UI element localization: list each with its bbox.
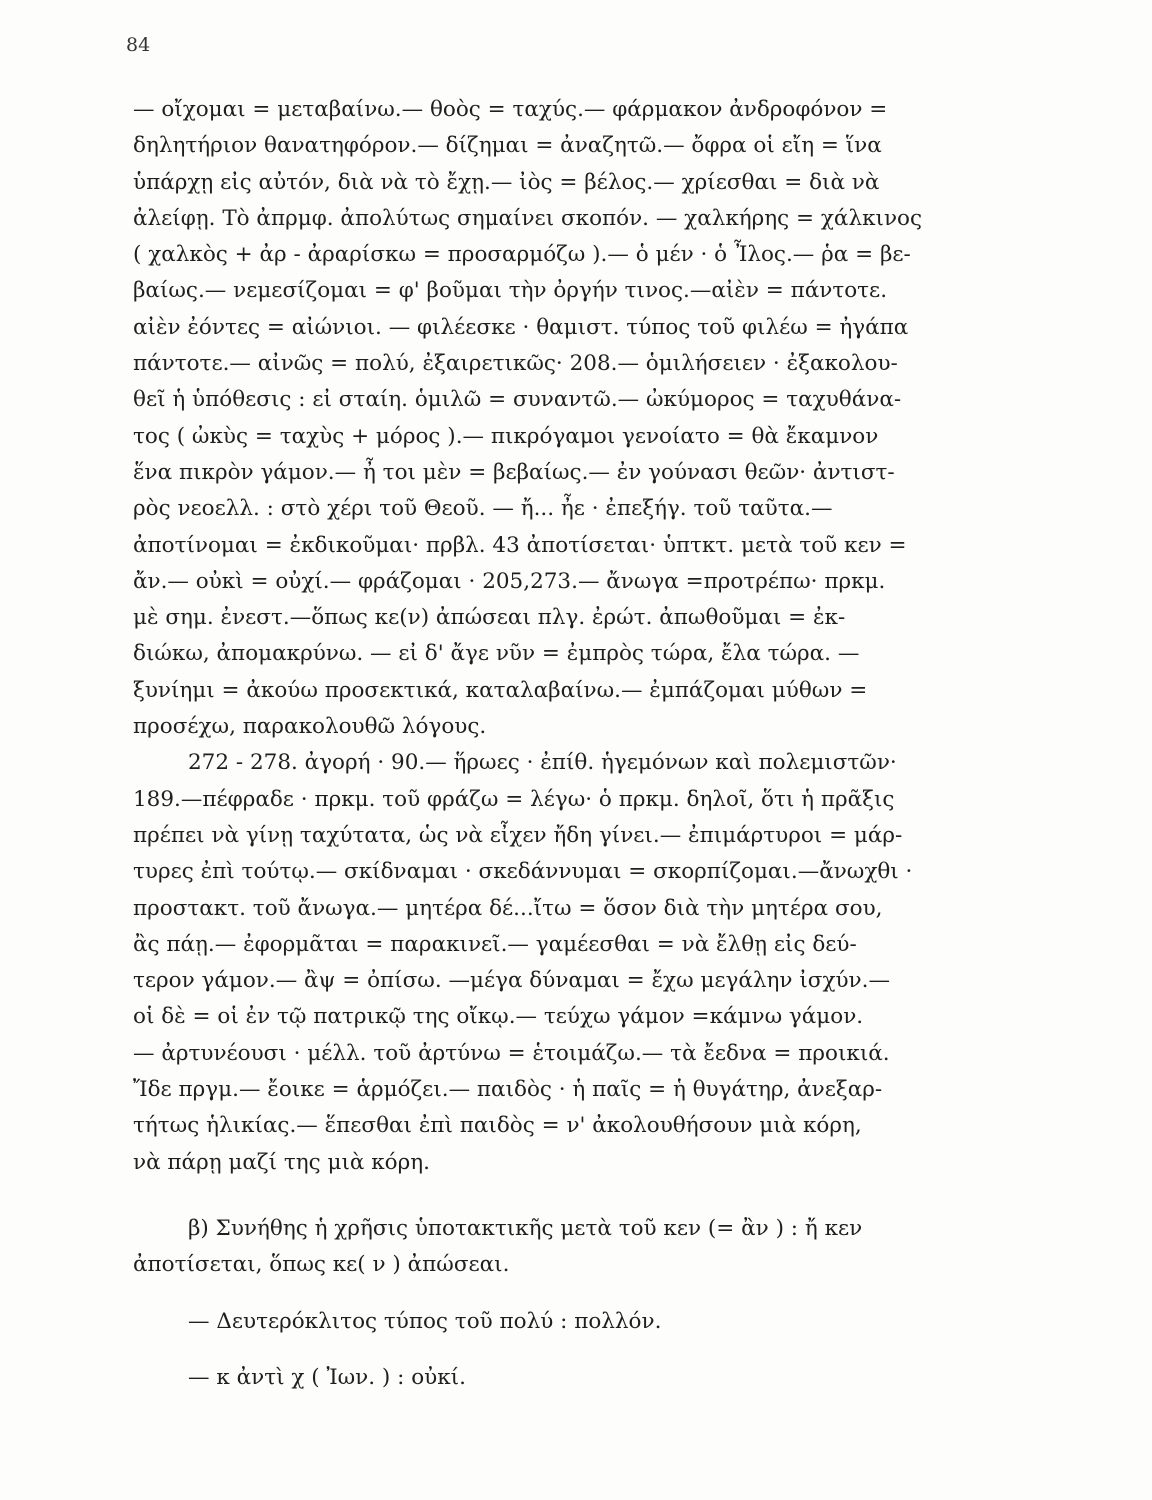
text-line: τος ( ὠκὺς = ταχὺς + μόρος ).— πικρόγαμοι γενοίατο = θὰ ἔκαμνον — [133, 423, 879, 449]
text-line: ρὸς νεοελλ. : στὸ χέρι τοῦ Θεοῦ. — ἤ... ἦε · ἐπεξήγ. τοῦ ταῦτα.— — [133, 496, 833, 522]
text-line: — κ ἀντὶ χ ( Ἰων. ) : οὐκί. — [188, 1364, 466, 1390]
text-line: πρέπει νὰ γίνῃ ταχύτατα, ὡς νὰ εἶχεν ἤδη γίνει.— ἐπιμάρτυροι = μάρ- — [133, 822, 903, 848]
text-line: ἕνα πικρὸν γάμον.— ἦ τοι μὲν = βεβαίως.— ἐν γούνασι θεῶν· ἀντιστ- — [133, 459, 895, 485]
text-line: ξυνίημι = ἀκούω προσεκτικά, καταλαβαίνω.— ἐμπάζομαι μύθων = — [133, 677, 868, 703]
paragraph-gap — [133, 1340, 991, 1360]
text-line: 189.—πέφραδε · πρκμ. τοῦ φράζω = λέγω· ὁ πρκμ. δηλοῖ, ὅτι ἡ πρᾶξις — [133, 786, 895, 812]
page-number: 84 — [126, 34, 151, 56]
text-line: ἀποτίσεται, ὅπως κε( ν ) ἀπώσεαι. — [133, 1252, 510, 1278]
text-line: ἄν.— οὐκὶ = οὐχί.— φράζομαι · 205,273.— ἄνωγα =προτρέπω· πρκμ. — [133, 568, 886, 594]
text-line: τήτως ἡλικίας.— ἕπεσθαι ἐπὶ παιδὸς = ν' ἀκολουθήσουν μιὰ κόρη, — [133, 1113, 862, 1139]
text-line: τερον γάμον.— ἂψ = ὀπίσω. —μέγα δύναμαι = ἔχω μεγάλην ἰσχύν.— — [133, 968, 890, 994]
text-line: β) Συνήθης ἡ χρῆσις ὑποτακτικῆς μετὰ τοῦ κεν (= ἂν ) : ἤ κεν — [188, 1215, 863, 1241]
text-line: προστακτ. τοῦ ἄνωγα.— μητέρα δέ...ἴτω = ὅσον διὰ τὴν μητέρα σου, — [133, 895, 883, 921]
text-line: θεῖ ἡ ὑπόθεσις : εἰ σταίη. ὁμιλῶ = συναντῶ.— ὠκύμορος = ταχυθάνα- — [133, 387, 902, 413]
text-line: οἱ δὲ = οἱ ἐν τῷ πατρικῷ της οἴκῳ.— τεύχω γάμον =κάμνω γάμον. — [133, 1004, 864, 1030]
text-line: βαίως.— νεμεσίζομαι = φ' βοῦμαι τὴν ὀργήν τινος.—αἰὲν = πάντοτε. — [133, 278, 888, 304]
text-line: — ἀρτυνέουσι · μέλλ. τοῦ ἀρτύνω = ἑτοιμάζω.— τὰ ἔεδνα = προικιά. — [133, 1040, 890, 1066]
text-line: ὑπάρχῃ εἰς αὐτόν, διὰ νὰ τὸ ἔχῃ.— ἰὸς = βέλος.— χρίεσθαι = διὰ νὰ — [133, 169, 880, 195]
text-line: ( χαλκὸς + ἀρ - ἀραρίσκω = προσαρμόζω ).— ὁ μέν · ὁ Ἶλος.— ῥα = βε- — [133, 242, 911, 268]
text-line: ἀλείφῃ. Τὸ ἀπρμφ. ἀπολύτως σημαίνει σκοπόν. — χαλκήρης = χάλκινος — [133, 205, 923, 231]
text-line: προσέχω, παρακολουθῶ λόγους. — [133, 714, 487, 740]
text-line: αἰὲν ἐόντες = αἰώνιοι. — φιλέεσκε · θαμιστ. τύπος τοῦ φιλέω = ἠγάπα — [133, 314, 909, 340]
body-text — [133, 92, 991, 1396]
text-line: διώκω, ἀπομακρύνω. — εἰ δ' ἄγε νῦν = ἐμπρὸς τώρα, ἔλα τώρα. — — [133, 641, 860, 667]
text-line: νὰ πάρῃ μαζί της μιὰ κόρη. — [133, 1149, 430, 1175]
text-line: Ἴδε πργμ.— ἔοικε = ἁρμόζει.— παιδὸς · ἡ παῖς = ἡ θυγάτηρ, ἀνεξαρ- — [133, 1077, 883, 1103]
text-line: ἂς πάῃ.— ἐφορμᾶται = παρακινεῖ.— γαμέεσθαι = νὰ ἔλθῃ εἰς δεύ- — [133, 931, 857, 957]
text-line: τυρες ἐπὶ τούτῳ.— σκίδναμαι · σκεδάννυμαι = σκορπίζομαι.—ἄνωχθι · — [133, 859, 913, 885]
text-line: 272 - 278. ἀγορή · 90.— ἥρωες · ἐπίθ. ἡγεμόνων καὶ πολεμιστῶν· — [188, 750, 897, 776]
text-line: δηλητήριον θανατηφόρον.— δίζημαι = ἀναζητῶ.— ὄφρα οἱ εἴη = ἵνα — [133, 133, 882, 159]
paragraph-gap — [133, 1181, 991, 1211]
paragraph-gap — [133, 1284, 991, 1304]
text-line: — οἴχομαι = μεταβαίνω.— θοὸς = ταχύς.— φάρμακον ἀνδροφόνον = — [133, 97, 888, 122]
text-line: — Δευτερόκλιτος τύπος τοῦ πολύ : πολλόν. — [188, 1308, 662, 1334]
text-line: μὲ σημ. ἐνεστ.—ὅπως κε(ν) ἀπώσεαι πλγ. ἐρώτ. ἀπωθοῦμαι = ἐκ- — [133, 605, 846, 631]
text-line: ἀποτίνομαι = ἐκδικοῦμαι· πρβλ. 43 ἀποτίσεται· ὑπτκτ. μετὰ τοῦ κεν = — [133, 532, 907, 558]
text-line: πάντοτε.— αἰνῶς = πολύ, ἐξαιρετικῶς· 208.— ὁμιλήσειεν · ἐξακολου- — [133, 351, 898, 377]
